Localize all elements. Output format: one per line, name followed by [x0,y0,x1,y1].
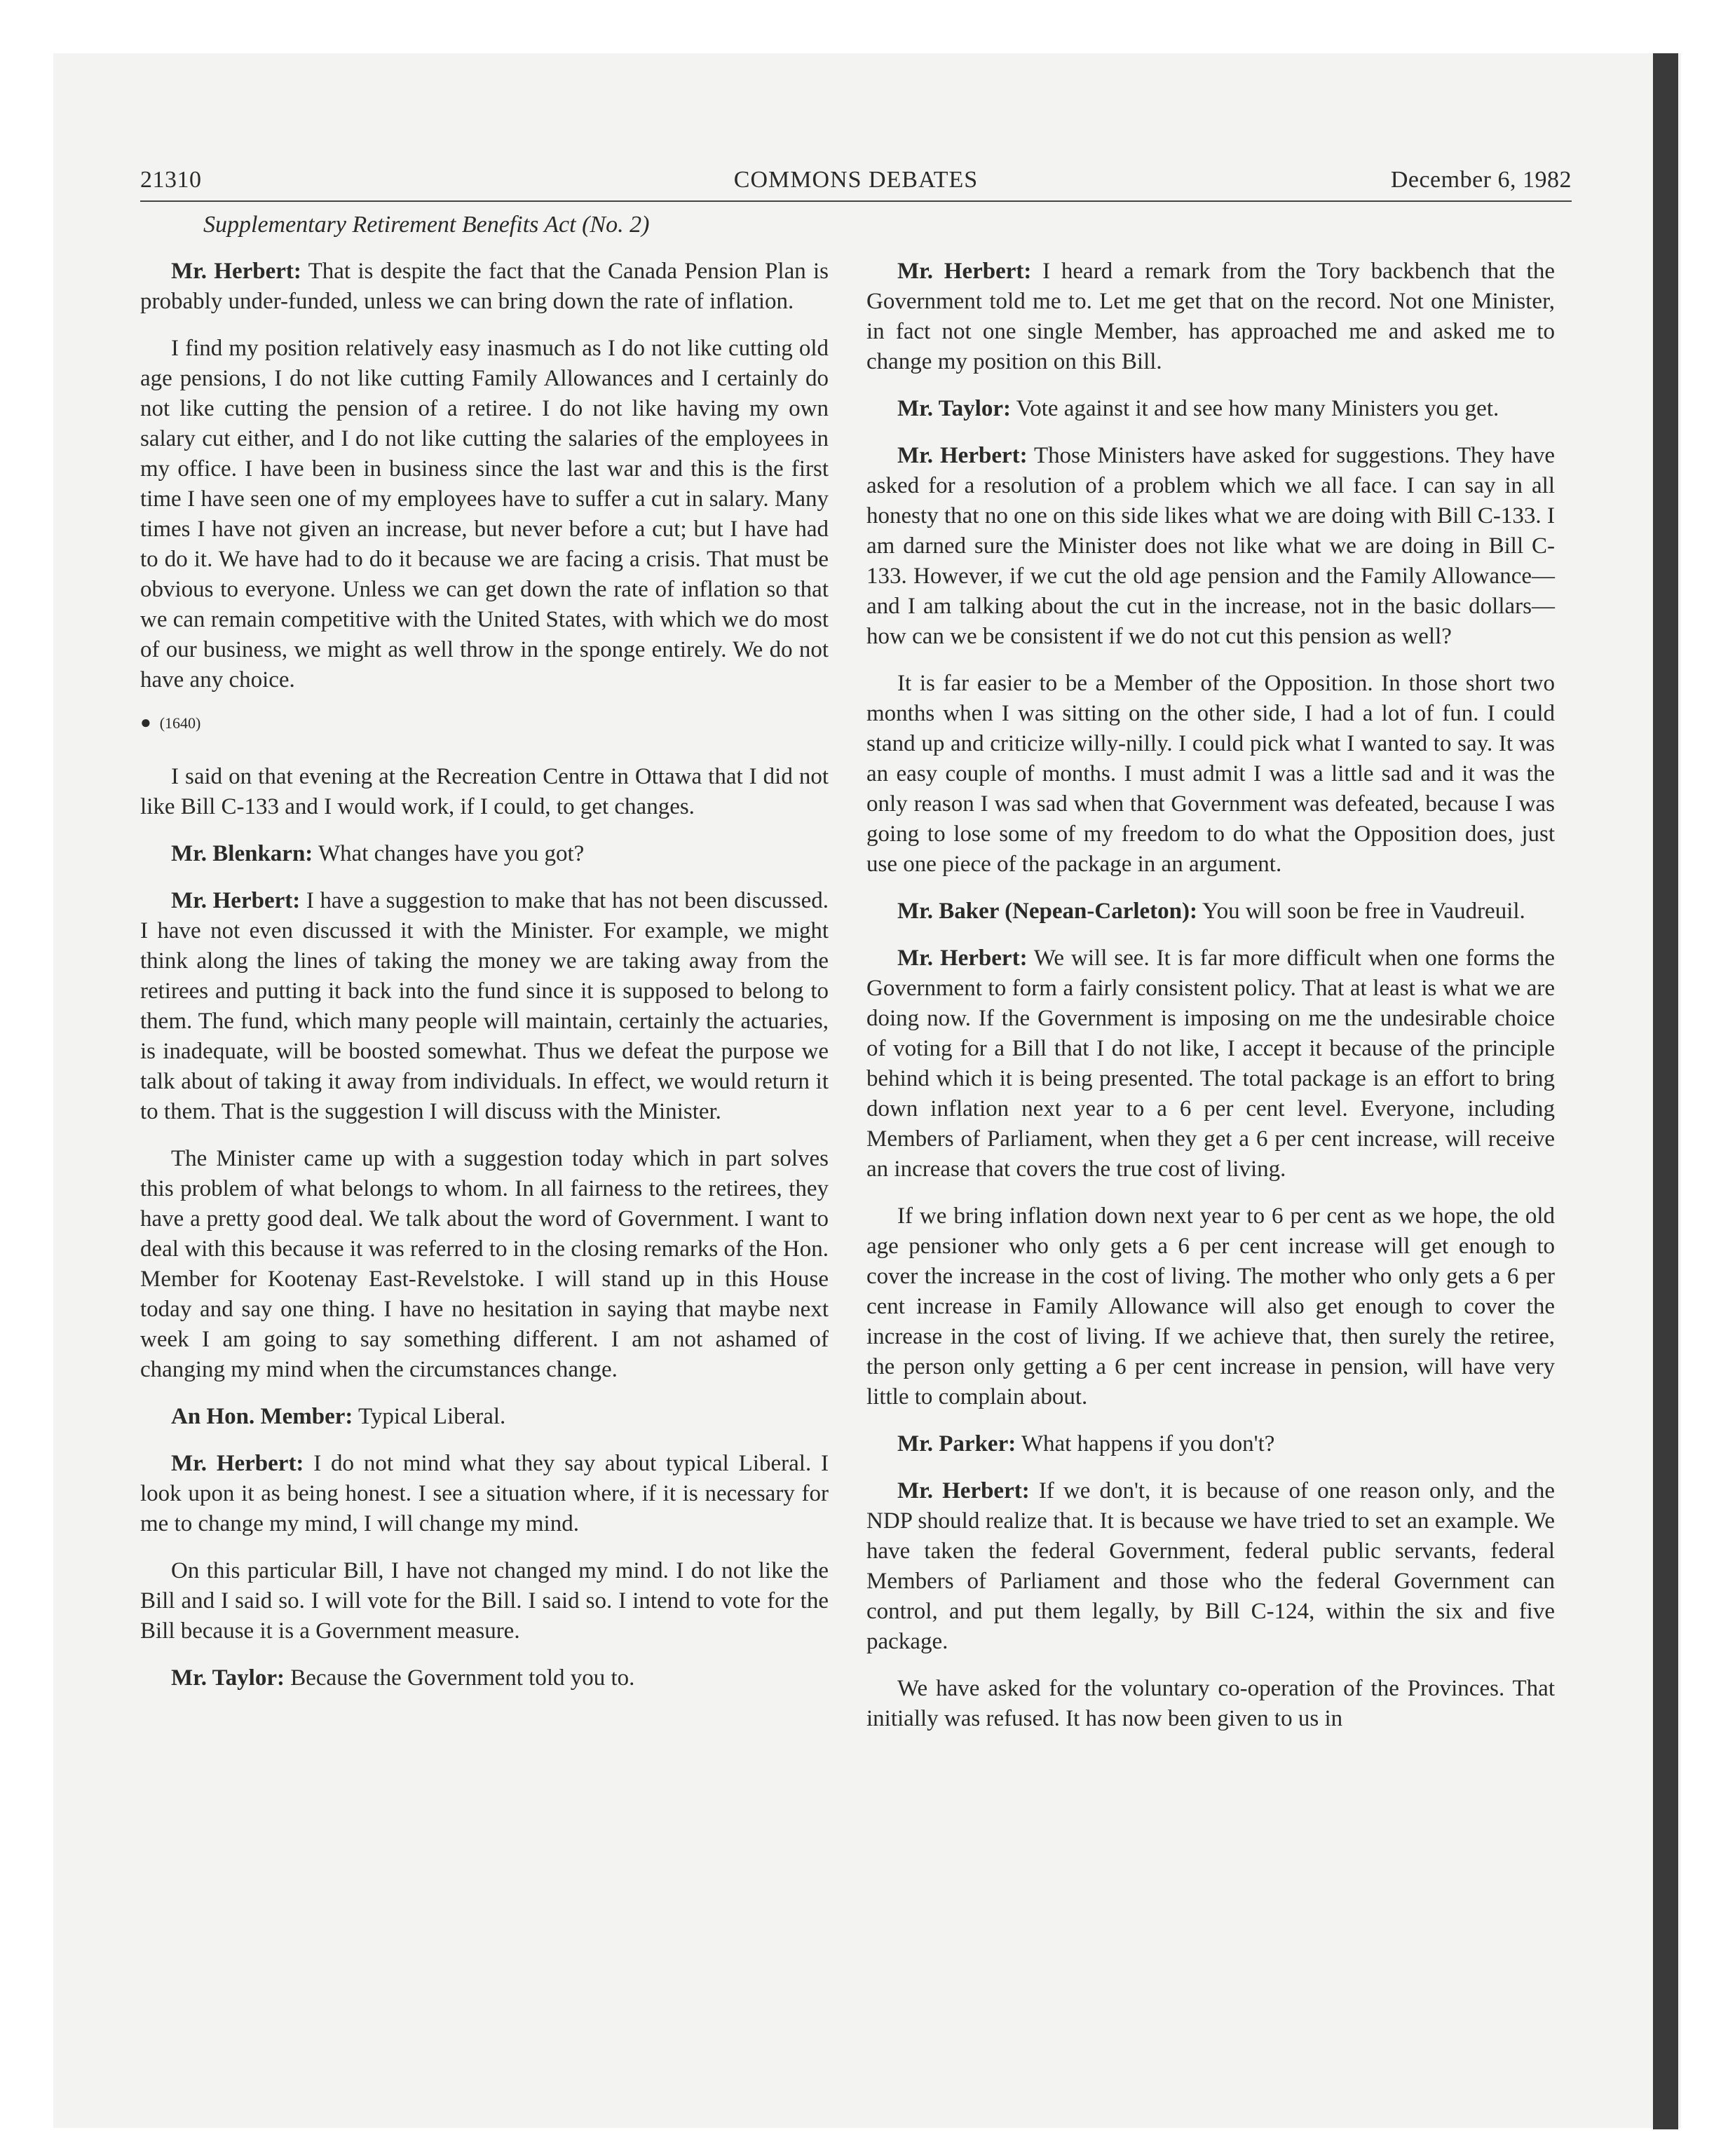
time-marker-text: (1640) [159,714,201,732]
paragraph-text: On this particular Bill, I have not changed my mind. I do not like the Bill and I said so. I will vote for the Bill. I said so. I intend to vote for the Bill because it is a Government measure. [140,1558,829,1644]
paragraph-text: If we don't, it is because of one reason only, and the NDP should realize that. It is because we have tried to set an example. We have taken the federal Government, federal public servants, federal Members of Parliament and those who the federal Government can control, and put them legally, by Bill C-124, within the six and five package. [866,1478,1555,1654]
page-edge-shadow [1653,53,1678,2129]
paragraph [140,257,829,317]
paragraph-text: What changes have you got? [318,841,585,866]
speaker-name: Mr. Blenkarn: [171,841,313,866]
speaker-name: Mr. Herbert: [171,259,301,284]
speaker-name: An Hon. Member: [171,1404,353,1429]
paragraph [866,1201,1555,1412]
header-rule [140,200,1572,202]
speaker-name: Mr. Herbert: [171,1451,304,1476]
page-number: 21310 [140,167,202,193]
speaker-name: Mr. Herbert: [897,259,1032,284]
paragraph [140,886,829,1127]
paragraph-text: I do not mind what they say about typical Liberal. I look upon it as being honest. I see a situation where, if it is necessary for me to change my mind, I will change my mind. [140,1451,829,1536]
paragraph [866,1674,1555,1734]
paragraph-text: The Minister came up with a suggestion today which in part solves this problem of what belongs to whom. In all fairness to the retirees, they have a pretty good deal. We talk about the word of Government. I want to deal with this because it was referred to in the closing remarks of the Hon. Member for Kootenay East-Revelstoke. I will stand up in this House today and say one thing. I have no hesitation in saying that maybe next week I am going to say something different. I am not ashamed of changing my mind when the circumstances change. [140,1146,829,1382]
paragraph-text: You will soon be free in Vaudreuil. [1202,899,1525,924]
speaker-name: Mr. Herbert: [171,888,301,913]
paragraph-text: We have asked for the voluntary co-operation of the Provinces. That initially was refused. It has now been given to us in [866,1676,1555,1731]
paragraph [866,394,1555,424]
paragraph [140,1402,829,1432]
paragraph-text: I said on that evening at the Recreation Centre in Ottawa that I did not like Bill C-133 and I would work, if I could, to get changes. [140,764,829,819]
speaker-name: Mr. Baker (Nepean-Carleton): [897,899,1198,924]
paragraph [140,1144,829,1385]
publication-title: COMMONS DEBATES [733,167,979,193]
paragraph [866,257,1555,377]
paragraph [140,1663,829,1693]
paragraph-text: We will see. It is far more difficult when one forms the Government to form a fairly consistent policy. That at least is what we are doing now. If the Government is imposing on me the undesirable choice of voting for a Bill that I do not like, I accept it because of the principle behind which it is being presented. The total package is an effort to bring down inflation next year to a 6 per cent level. Everyone, including Members of Parliament, when they get a 6 per cent increase, will receive an increase that covers the true cost of living. [866,946,1555,1182]
paragraph-text: What happens if you don't? [1021,1431,1275,1456]
paragraph-text: That is despite the fact that the Canada Pension Plan is probably under-funded, unless we can bring down the rate of inflation. [140,259,829,314]
speaker-name: Mr. Taylor: [897,396,1011,421]
paragraph [866,1476,1555,1657]
section-subheader: Supplementary Retirement Benefits Act (No. 2) [203,212,650,238]
right-column [866,257,1555,1751]
time-marker [140,712,829,734]
bullet-icon: ● [140,712,151,732]
paragraph [866,441,1555,652]
speaker-name: Mr. Taylor: [171,1665,285,1691]
paragraph-text: Vote against it and see how many Ministers you get. [1016,396,1499,421]
paragraph [140,1556,829,1646]
speaker-name: Mr. Parker: [897,1431,1016,1456]
paragraph [866,1429,1555,1459]
header-date: December 6, 1982 [1390,167,1572,193]
paragraph-text: I heard a remark from the Tory backbench that the Government told me to. Let me get that on the record. Not one Minister, in fact not one single Member, has approached me and asked me to change my position on this Bill. [866,259,1555,374]
paragraph [866,669,1555,880]
paragraph-text: I find my position relatively easy inasmuch as I do not like cutting old age pensions, I do not like cutting Family Allowances and I certainly do not like cutting the pension of a retiree. I do not like having my own salary cut either, and I do not like cutting the salaries of the employees in my office. I have been in business since the last war and this is the first time I have seen one of my employees have to suffer a cut in salary. Many times I have not given an increase, but never before a cut; but I have had to do it. We have had to do it because we are facing a crisis. That must be obvious to everyone. Unless we can get down the rate of inflation so that we can remain competitive with the United States, with which we do most of our business, we might as well throw in the sponge entirely. We do not have any choice. [140,336,829,692]
paragraph [140,839,829,869]
speaker-name: Mr. Herbert: [897,443,1028,468]
paragraph-text: I have a suggestion to make that has not been discussed. I have not even discussed it with the Minister. For example, we might think along the lines of taking the money we are taking away from the retirees and putting it back into the fund since it is supposed to belong to them. The fund, which many people will maintain, certainly the actuaries, is inadequate, will be boosted somewhat. Thus we defeat the purpose we talk about of taking it away from individuals. In effect, we would return it to them. That is the suggestion I will discuss with the Minister. [140,888,829,1124]
paragraph [140,1449,829,1539]
speaker-name: Mr. Herbert: [897,946,1028,971]
paragraph [140,762,829,822]
paragraph-text: If we bring inflation down next year to 6 per cent as we hope, the old age pensioner who only gets a 6 per cent increase will get enough to cover the increase in the cost of living. The mother who only gets a 6 per cent increase in Family Allowance will also get enough to cover the increase in the cost of living. If we achieve that, then surely the retiree, the person only getting a 6 per cent increase in pension, will have very little to complain about. [866,1203,1555,1410]
paragraph-text: Because the Government told you to. [290,1665,635,1691]
paragraph [866,943,1555,1185]
left-column [140,257,829,1710]
paragraph [866,896,1555,927]
speaker-name: Mr. Herbert: [897,1478,1030,1503]
paragraph-text: Typical Liberal. [358,1404,506,1429]
running-header [140,167,1572,202]
paragraph [140,334,829,695]
paragraph-text: It is far easier to be a Member of the Opposition. In those short two months when I was sitting on the other side, I had a lot of fun. I could stand up and criticize willy-nilly. I could pick what I wanted to say. It was an easy couple of months. I must admit I was a little sad and it was the only reason I was sad when that Government was defeated, because I was going to lose some of my freedom to do what the Opposition does, just use one piece of the package in an argument. [866,671,1555,877]
paragraph-text: Those Ministers have asked for suggestions. They have asked for a resolution of a problem which we all face. I can say in all honesty that no one on this side likes what we are doing with Bill C-133. I am darned sure the Minister does not like what we are doing in Bill C-133. However, if we cut the old age pension and the Family Allowance—and I am talking about the cut in the increase, not in the basic dollars—how can we be consistent if we do not cut this pension as well? [866,443,1555,649]
